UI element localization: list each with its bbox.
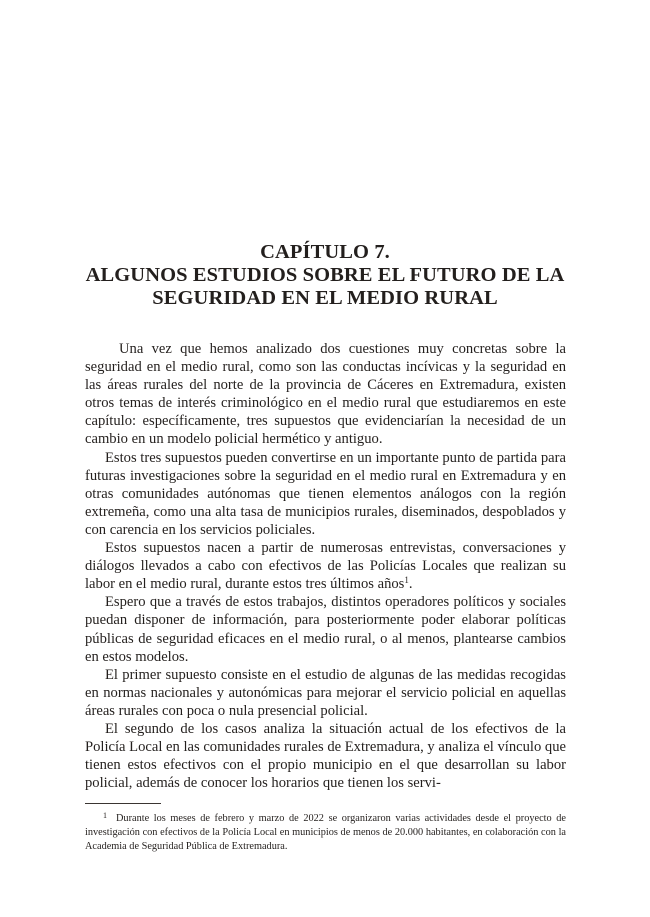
chapter-heading — [80, 241, 570, 310]
body-text — [85, 340, 566, 792]
footnote-reference[interactable]: 1 — [404, 575, 409, 586]
paragraph-3 — [85, 539, 566, 593]
footnote-marker: 1 — [103, 811, 107, 820]
paragraph-2: Estos tres supuestos pueden convertirse en un importante punto de partida para futuras investigaciones sobre la seguridad en el medio rural en Extremadura y en otras comunidades autónomas que tienen elementos análogos con la región extremeña, como una alta tasa de municipios rurales, diseminados, despoblados y con carencia en los servicios policiales. — [85, 449, 566, 538]
chapter-number: CAPÍTULO 7. — [260, 241, 390, 263]
paragraph-3-end: . — [408, 576, 413, 593]
paragraph-6: El segundo de los casos analiza la situación actual de los efectivos de la Policía Local en las comunidades rurales de Extremadura, y analiza el vínculo que tienen estos efectivos con el propio municipio en el que desarrollan su labor policial, además de conocer los horarios que tienen los servi- — [85, 720, 567, 792]
paragraph-1: Una vez que hemos analizado dos cuestiones muy concretas sobre la seguridad en el medio rural, como son las conductas incívicas y la seguridad en las áreas rurales del norte de la provincia de Cáceres en Extremadura, existen otros temas de interés criminológico en el medio rural que estudiaremos en este capítulo: específicamente, tres supuestos que evidenciarían la necesidad de un cambio en un modelo policial hermético y antiguo. — [85, 341, 566, 448]
chapter-title-line-2: SEGURIDAD EN EL MEDIO RURAL — [152, 287, 498, 309]
paragraph-4: Espero que a través de estos trabajos, distintos operadores políticos y sociales puedan disponer de información, para posteriormente poder elaborar políticas públicas de seguridad eficaces en el medio rural, o al menos, plantearse cambios en estos modelos. — [85, 594, 566, 665]
paragraph-3-text: Estos supuestos nacen a partir de numerosas entrevistas, conversaciones y diálogos llevados a cabo con efectivos de las Policías Locales que realizan su labor en el medio rural, durante estos tres últimos años — [85, 540, 566, 593]
footnote-divider — [85, 803, 161, 804]
footnote-text: Durante los meses de febrero y marzo de 2022 se organizaron varias actividades desde el proyecto de investigación con efectivos de la Policía Local en municipios de menos de 20.000 habitantes, en colaboración con la Academia de Seguridad Pública de Extremadura. — [85, 813, 566, 852]
footnote — [85, 812, 566, 853]
paragraph-5: El primer supuesto consiste en el estudio de algunas de las medidas recogidas en normas nacionales y autonómicas para mejorar el servicio policial en aquellas áreas rurales con poca o nula presencial policial. — [85, 666, 566, 719]
chapter-title-line-1: ALGUNOS ESTUDIOS SOBRE EL FUTURO DE LA — [85, 264, 565, 286]
